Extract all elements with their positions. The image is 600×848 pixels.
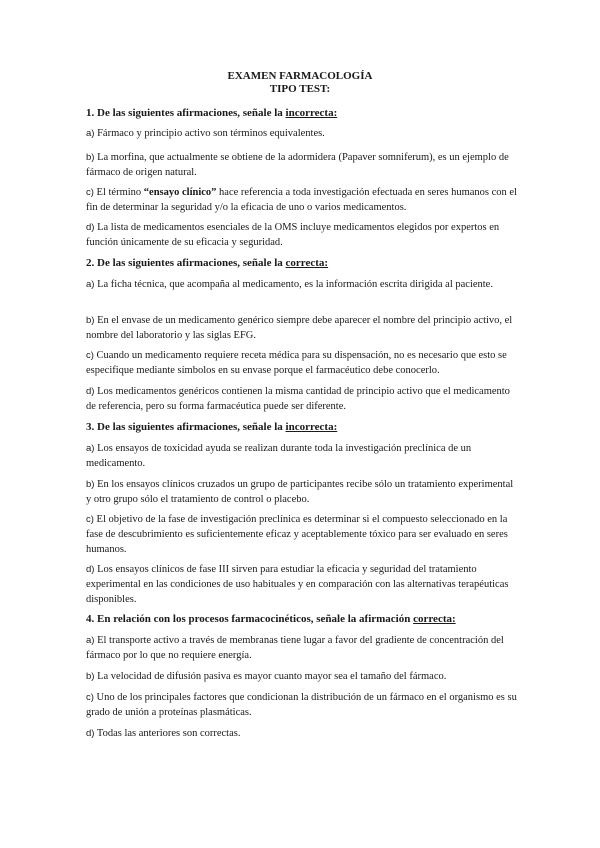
question-1-option-a [86,126,518,141]
question-2-option-d [86,384,518,414]
question-2-option-a [86,277,518,292]
option-letter: c) [86,514,94,525]
question-1-option-b [86,150,518,180]
option-letter: c) [86,187,94,198]
question-2-option-b [86,313,518,343]
option-letter: a) [86,279,95,290]
question-1-option-c [86,185,518,215]
option-text-pre: El término [96,187,144,198]
option-text: Uno de los principales factores que condicionan la distribución de un fármaco en el organismo es su grado de unión a proteínas plasmáticas. [86,692,517,718]
option-text: El objetivo de la fase de investigación preclínica es determinar si el compuesto seleccionado en la fase de descubrimiento es suficientemente eficaz y aceptablemente tóxico para ser evaluado en seres humanos. [86,514,508,555]
question-4-prefix: 4. En relación con los procesos farmacocinéticos, señale la afirmación [86,613,414,625]
question-3-option-b [86,477,518,507]
question-4-key: correcta: [413,613,456,625]
question-3-heading [86,420,526,434]
option-letter: a) [86,635,95,646]
question-3-option-a [86,441,518,471]
option-text: Los ensayos de toxicidad ayuda se realizan durante toda la investigación preclínica de un medicamento. [86,443,472,469]
question-3-option-d [86,562,518,607]
option-letter: c) [86,692,94,703]
question-2-prefix: 2. De las siguientes afirmaciones, señale la [86,257,286,269]
option-letter: b) [86,152,95,163]
option-letter: d) [86,728,95,739]
option-letter: a) [86,443,95,454]
option-text [86,187,517,213]
option-letter: d) [86,386,95,397]
option-text: Los medicamentos genéricos contienen la misma cantidad de principio activo que el medicamento de referencia, pero su forma farmacéutica puede ser diferente. [86,386,510,412]
question-1-heading [86,106,526,120]
option-text: Fármaco y principio activo son términos equivalentes. [97,128,325,139]
option-text: Los ensayos clínicos de fase III sirven para estudiar la eficacia y seguridad del tratamiento experimental en las condiciones de uso habituales y en comparación con las alternativas terapéuticas disponibles. [86,564,509,605]
question-1-key: incorrecta: [285,107,338,119]
option-text: En los ensayos clínicos cruzados un grupo de participantes recibe sólo un tratamiento experimental y otro grupo sólo el tratamiento de control o placebo. [86,479,514,505]
option-letter: b) [86,315,95,326]
question-1-prefix: 1. De las siguientes afirmaciones, señale la [86,107,286,119]
question-4-option-b [86,669,518,684]
option-letter: a) [86,128,95,139]
option-letter: c) [86,350,94,361]
option-letter: b) [86,479,95,490]
question-3-prefix: 3. De las siguientes afirmaciones, señale la [86,421,286,433]
option-text-post: hace referencia a toda investigación efectuada en seres humanos con el fin de determinar la seguridad y/o la eficacia de uno o varios medicamentos. [86,187,517,213]
exam-title: EXAMEN FARMACOLOGÍA [227,70,373,82]
option-text: La velocidad de difusión pasiva es mayor cuanto mayor sea el tamaño del fármaco. [97,671,447,682]
option-text: La lista de medicamentos esenciales de la OMS incluye medicamentos elegidos por expertos en función únicamente de su eficacia y seguridad. [86,222,500,248]
option-text: En el envase de un medicamento genérico siempre debe aparecer el nombre del principio activo, el nombre del laboratorio y las siglas EFG. [86,315,513,341]
option-text: La ficha técnica, que acompaña al medicamento, es la información escrita dirigida al paciente. [97,279,493,290]
question-2-key: correcta: [285,257,329,269]
question-3-key: incorrecta: [285,421,338,433]
exam-subtitle: TIPO TEST: [269,83,331,95]
question-3-option-c [86,512,518,557]
question-4-option-a [86,633,518,663]
question-4-option-c [86,690,518,720]
question-2-option-c [86,348,518,378]
option-text-bold-term: “ensayo clínico” [143,187,217,198]
question-4-option-d [86,726,518,741]
option-letter: d) [86,222,95,233]
option-text: Cuando un medicamento requiere receta médica para su dispensación, no es necesario que esto se especifique mediante símbolos en su envase porque el farmacéutico debe conocerlo. [86,350,507,376]
option-text: La morfina, que actualmente se obtiene de la adormidera (Papaver somniferum), es un ejemplo de fármaco de origen natural. [86,152,509,178]
question-2-heading [86,256,526,270]
option-letter: b) [86,671,95,682]
question-1-option-d [86,220,518,250]
option-text: Todas las anteriores son correctas. [96,728,241,739]
option-letter: d) [86,564,95,575]
option-text: El transporte activo a través de membranas tiene lugar a favor del gradiente de concentración del fármaco por lo que no requiere energía. [86,635,504,661]
question-4-heading [86,612,526,626]
